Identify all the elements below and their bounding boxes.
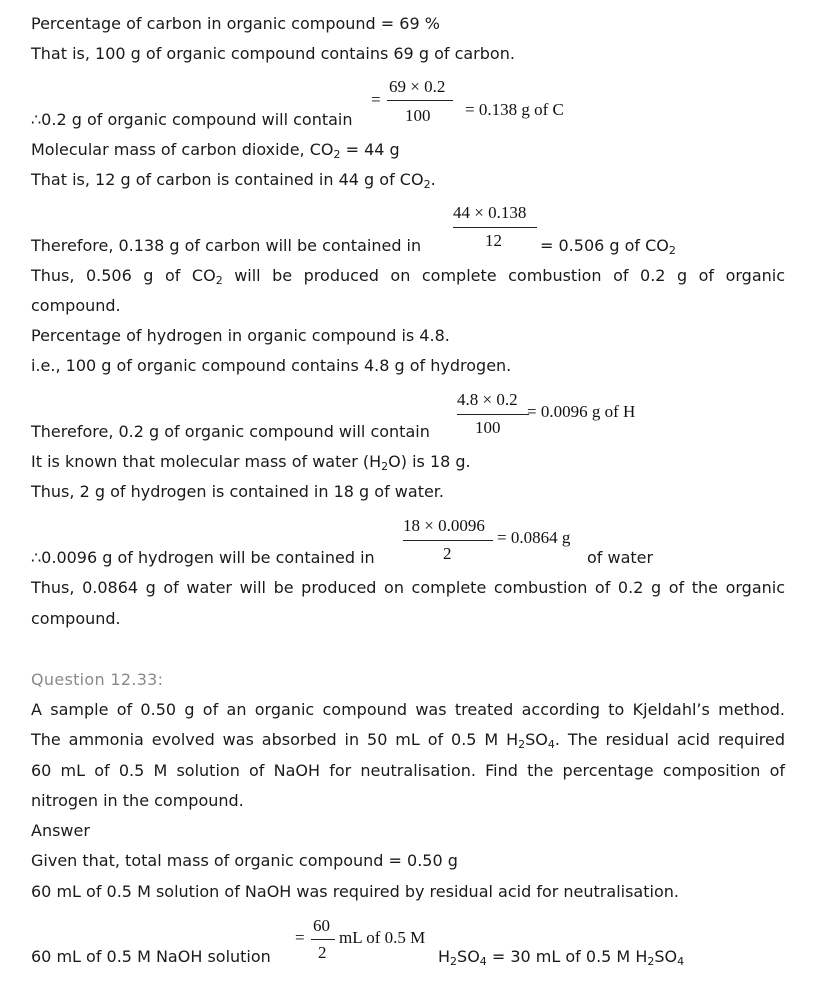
text-line: Therefore, 0.2 g of organic compound will contain — [31, 422, 430, 441]
text-line: = 0.506 g of $CO_2$ — [540, 236, 676, 257]
text-line: compound. — [31, 296, 121, 315]
fraction-denominator: 12 — [485, 231, 502, 250]
fraction-numerator: 69 × 0.2 — [389, 77, 446, 96]
fraction-result: mL of 0.5 M — [339, 928, 426, 947]
question-heading: Question 12.33: — [31, 670, 164, 689]
text-line: That is, 100 g of organic compound contains 69 g of carbon. — [31, 44, 515, 63]
text-line: Thus, 0.0864 g of water will be produced on complete combustion of 0.2 g of the organic — [31, 578, 785, 597]
text-line: i.e., 100 g of organic compound contains 4.8 g of hydrogen. — [31, 356, 512, 375]
fraction-bar — [387, 100, 453, 101]
fraction-bar — [457, 414, 529, 415]
fraction-numerator: 18 × 0.0096 — [403, 516, 485, 535]
fraction-bar — [403, 540, 493, 541]
text-line: $H_2SO_4 = 30$ mL of 0.5 M $H_2SO_4$ — [438, 947, 685, 968]
text-line: Therefore, 0.138 g of carbon will be contained in — [31, 236, 422, 255]
text-line: That is, 12 g of carbon is contained in 44 g of $CO_2$. — [31, 170, 436, 191]
text-line: Percentage of carbon in organic compound = 69 % — [31, 14, 440, 33]
fraction-bar — [453, 227, 537, 228]
text-line: of water — [587, 548, 654, 567]
text-line: ∴0.2 g of organic compound will contain — [31, 110, 353, 129]
text-line: Molecular mass of carbon dioxide, $CO_2 = 44$ g — [31, 140, 400, 161]
text-line: ∴0.0096 g of hydrogen will be contained in — [31, 548, 375, 567]
text-line: 60 mL of 0.5 M solution of NaOH was required by residual acid for neutralisation. — [31, 882, 679, 901]
text-line: Percentage of hydrogen in organic compound is 4.8. — [31, 326, 450, 345]
answer-heading: Answer — [31, 821, 90, 840]
question-text: nitrogen in the compound. — [31, 791, 244, 810]
fraction-denominator: 2 — [318, 943, 327, 962]
question-text: 60 mL of 0.5 M solution of NaOH for neutralisation. Find the percentage composition of — [31, 761, 785, 780]
fraction-bar — [311, 939, 335, 940]
text-line: compound. — [31, 609, 121, 628]
question-text: The ammonia evolved was absorbed in 50 mL of 0.5 M $H_2SO_4$. The residual acid required — [31, 730, 785, 751]
text-line: Thus, 0.506 g of $CO_2$ will be produced on complete combustion of 0.2 g of organic — [31, 266, 786, 287]
fraction-numerator: 60 — [313, 916, 330, 935]
fraction-numerator: 44 × 0.138 — [453, 203, 527, 222]
fraction-denominator: 100 — [475, 418, 501, 437]
text-line: 60 mL of 0.5 M NaOH solution — [31, 947, 271, 966]
fraction-numerator: 4.8 × 0.2 — [457, 390, 518, 409]
text-line: Thus, 2 g of hydrogen is contained in 18 g of water. — [31, 482, 444, 501]
text-line: Given that, total mass of organic compound = 0.50 g — [31, 851, 458, 870]
fraction-denominator: 100 — [405, 106, 431, 125]
fraction-result: = 0.0096 g of H — [527, 402, 636, 421]
fraction-result: = 0.0864 g — [497, 528, 571, 547]
fraction-denominator: 2 — [443, 544, 452, 563]
fraction-result: = 0.138 g of C — [465, 100, 564, 119]
question-text: A sample of 0.50 g of an organic compound was treated according to Kjeldahl’s method. — [31, 700, 785, 719]
text-line: It is known that molecular mass of water $(H_2O)$ is 18 g. — [31, 452, 471, 473]
